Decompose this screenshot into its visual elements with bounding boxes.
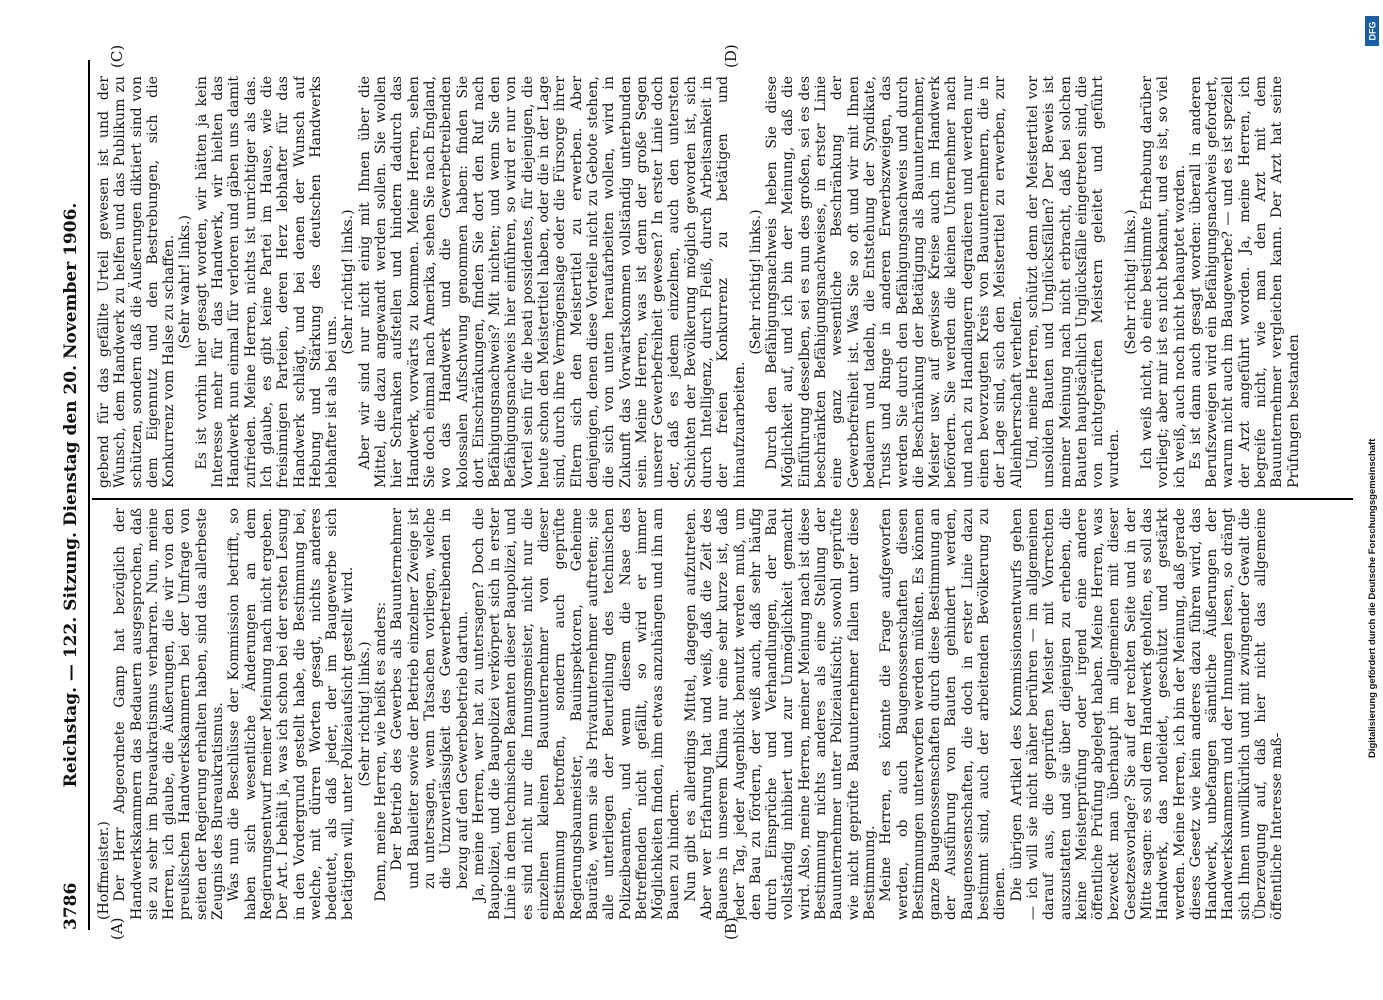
quotation: Der Betrieb des Gewerbes als Bauunternehmer und Bauleiter sowie der Betrieb einzelner Zweige ist zu untersagen, wenn Tatsachen vorliegen, welche die Unzuverlässigkeit des Gewerbetreibenden in bezug auf den Gewerbebetrieb dartun. [389,508,471,889]
margin-marker-b: (B) [722,917,740,940]
column-divider [92,499,1353,501]
paragraph: Was nun die Beschlüsse der Kommission betrifft, so haben sich wesentliche Änderungen an dem Regierungsentwurf meiner Meinung nach nicht ergeben. Der Art. I behält ja, was ich schon bei der ersten Lesung in den Vordergrund gestellt habe, die Bestimmung bei, welche, mit dürren Worten gesagt, nichts anderes bedeutet, als daß jeder, der im Baugewerbe sich betätigen will, unter Polizeiaufsicht gestellt wird. [226,508,357,920]
margin-marker-c: (C) [108,44,126,68]
paragraph: Durch den Befähigungsnachweis heben Sie diese Möglichkeit auf, und ich bin der Meinung, daß die Einführung desselben, sei es nun des großen, sei es des beschränkten Befähigungsnachweises, in erster Linie eine ganz wesentliche Beschränkung der Gewerbefreiheit ist. Was Sie so oft und wir mit Ihnen bedauern und tadeln, die Entstehung der Syndikate, Trusts und Ringe in anderen Erwerbszweigen, das werden Sie durch den Befähigungsnachweis und durch die Beschränkung der Betätigung als Bauunternehmer, Meister usw. auf gewisse Kreise auch im Handwerk befördern. Sie werden die kleinen Unternehmer nach und nach zu Handlangern degradieren und werden nur einen bevorzugten Kreis von Bauunternehmern, die in der Lage sind, sich den Meistertitel zu erwerben, zur Alleinherrschaft verhelfen. [764,76,1025,488]
paragraph: Aber wir sind nur nicht einig mit Ihnen über die Mittel, die dazu angewandt werden sollen. Sie wollen hier Schranken aufstellen und hindern dadurch das Handwerk, vorwärts zu kommen. Meine Herren, sehen Sie doch einmal nach Amerika, sehen Sie nach England, wo das Handwerk und die Gewerbetreibenden kolossalen Aufschwung genommen haben: finden Sie dort Einschränkungen, finden Sie dort den Ruf nach Befähigungsnachweis? Mit nichten; und wenn Sie den Befähigungsnachweis hier einführen, so wird er nur von Vorteil sein für die beati possidentes, für diejenigen, die heute schon den Meistertitel haben, oder die in der Lage sind, durch ihre Vermögenslage oder die Fürsorge ihrer Eltern sich den Meistertitel zu erwerben. Aber denjenigen, denen diese Vorteile nicht zu Gebote stehen, die sich von unten heraufarbeiten wollen, wird in Zukunft das Vorwärtskommen vollständig unterbunden sein. Meine Herren, was ist denn der große Segen unserer Gewerbefreiheit gewesen? In erster Linie doch der, daß es jedem einzelnen, auch den untersten Schichten der Bevölkerung möglich geworden ist, sich durch Intelligenz, durch Fleiß, durch Arbeitsamkeit in der freien Konkurrenz zu betätigen und hinaufzuarbeiten. [356,76,748,488]
paragraph: Ich weiß nicht, ob eine bestimmte Erhebung darüber vorliegt; aber mir ist es nicht bekannt, und es ist, so viel ich weiß, auch noch nicht behauptet worden. [1139,76,1188,488]
digitization-sidebar [1361,8,1383,992]
running-title: Reichstag. — 122. Sitzung. Dienstag den 20. November 1906. [61,202,81,788]
digitization-note: Digitalisierung gefördert durch die Deutsche Forschungsgemeinschaft [1367,438,1378,758]
paragraph: Meine Herren, es könnte die Frage aufgeworfen werden, ob auch Baugenossenschaften diesen Bestimmungen unterworfen werden müßten. Es können ganze Baugenossenschaften durch diese Bestimmung an der Ausführung von Bauten gehindert werden, Baugenossenschaften, die doch in erster Linie dazu bestimmt sind, auch der arbeitenden Bevölkerung zu dienen. [878,508,1009,920]
dfg-logo: DFG [1365,16,1379,46]
column-left [96,508,1369,920]
margin-marker-a: (A) [108,917,126,940]
interjection: (Sehr richtig! links.) [747,209,764,355]
paragraph: Der Herr Abgeordnete Gamp hat bezüglich der Handwerkskammern das Bedauern ausgesprochen, daß sie zu sehr im Bureaukratismus verharren. Nun, meine Herren, ich glaube, die Äußerungen, die wir von den preußischen Handwerkskammern bei der Umfrage von seiten der Regierung erhalten haben, sind das allerbeste Zeugnis des Bureaukratismus. [112,508,227,920]
page-header [55,60,89,930]
margin-marker-d: (D) [722,44,740,68]
paragraph: Die übrigen Artikel des Kommissionsentwurfs gehen — ich will sie nicht näher berühren — im allgemeinen darauf aus, die geprüften Meister mit Vorrechten auszustatten und sie über diejenigen zu erheben, die keine Meisterprüfung oder irgend eine andere öffentliche Prüfung abgelegt haben. Meine Herren, was bezweckt man überhaupt im allgemeinen mit dieser Gesetzesvorlage? Sie auf der rechten Seite und in der Mitte sagen: es soll dem Handwerk geholfen, es soll das Handwerk, das notleidet, geschützt und gestärkt werden. Meine Herren, ich bin der Meinung, daß gerade dieses Gesetz wie kein anderes dazu führen wird, das Handwerk, unbefangen sämtliche Äußerungen der Handwerkskammern und der Innungen lesen, so drängt sich Ihnen unwillkürlich und mit zwingender Gewalt die Überzeugung auf, daß hier nicht das allgemeine öffentliche Interesse maß- [1008,508,1286,920]
paragraph: Nun gibt es allerdings Mittel, dagegen aufzutreten. Aber wer Erfahrung hat und weiß, daß die Zeit des Bauens in unserem Klima nur eine sehr kurze ist, daß jeder Tag, jeder Augenblick benutzt werden muß, um den Bau zu fördern, der weiß auch, daß sehr häufig durch Einsprüche und Verhandlungen, der Bau vollständig inhibiert und zur Unmöglichkeit gemacht wird. Also, meine Herren, meiner Meinung nach ist diese Bestimmung nichts anderes als eine Stellung der Bauunternehmer unter Polizeiaufsicht; sowohl geprüfte wie nicht geprüfte Bauunternehmer fallen unter diese Bestimmung. [682,508,878,920]
speaker-tag: (Hoffmeister.) [96,821,112,920]
interjection: (Sehr richtig! links.) [1122,209,1139,355]
paragraph: Ja, meine Herren, wer hat zu untersagen? Doch die Baupolizei, und die Baupolizei verkörpert sich in erster Linie in dem technischen Beamten dieser Baupolizei, und es sind nicht nur die Innungsmeister, nicht nur die einzelnen kleinen Bauunternehmer von dieser Bestimmung betroffen, sondern auch geprüfte Regierungsbaumeister, Bauinspektoren, Geheime Bauräte, wenn sie als Privatunternehmer auftreten; sie alle unterliegen der Beurteilung des technischen Polizeibeamten, und wenn diesem die Nase des Betreffenden nicht gefällt, so wird er immer Möglichkeiten finden, ihm etwas anzuhängen und ihn am Bauen zu hindern. [470,508,683,920]
paragraph: Denn, meine Herren, wie heißt es anders: [373,601,390,902]
paragraph: Es ist dann auch gesagt worden: überall in anderen Berufszweigen wird ein Befähigungsnachweis gefordert, warum nicht auch im Baugewerbe? — und es ist speziell der Arzt angeführt worden. Ja, meine Herren, ich begreife nicht, wie man den Arzt mit dem Bauunternehmer vergleichen kann. Der Arzt hat seine Prüfungen bestanden [1187,76,1302,488]
header-rule [88,60,90,930]
paragraph: Es ist vorhin hier gesagt worden, wir hätten ja kein Interesse mehr für das Handwerk, wir hielten das Handwerk nun einmal für verloren und gäben uns damit zufrieden. Meine Herren, nichts ist unrichtiger als das. Ich glaube, es gibt keine Partei im Hause, wie die freisinnigen Parteien, deren Herz lebhafter für das Handwerk schlägt, und bei denen der Wunsch auf Hebung und Stärkung des deutschen Handwerks lebhafter ist als bei uns. [193,76,341,488]
paragraph: Und, meine Herren, schützt denn der Meistertitel vor unsoliden Bauten und Unglücksfällen? Der Beweis ist meiner Meinung nach nicht erbracht, daß bei solchen Bauten hauptsächlich Unglücksfälle eingetreten sind, die von nichtgeprüften Meistern geleitet und geführt wurden. [1024,76,1123,488]
page-number: 3786 [61,882,81,930]
interjection: (Sehr richtig! links.) [340,209,357,355]
column-right [96,76,1369,488]
paragraph: gebend für das gefällte Urteil gewesen ist und der Wunsch, dem Handwerk zu helfen und das Publikum zu schützen, sondern daß die Äußerungen diktiert sind von dem Eigennutz und den Bestrebungen, sich die Konkurrenz vom Halse zu schaffen. [96,76,178,488]
interjection: (Sehr richtig! links.) [356,641,373,787]
interjection: (Sehr wahr! links.) [177,214,194,350]
